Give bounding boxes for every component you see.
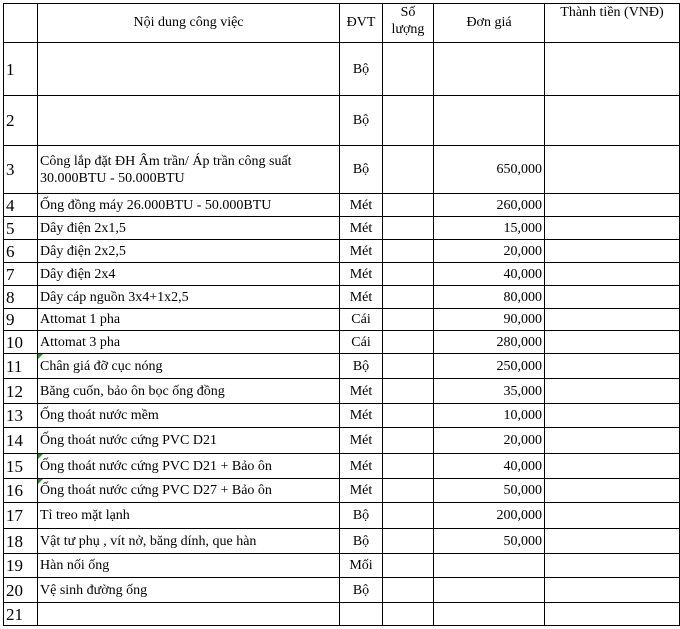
row-description[interactable] (38, 96, 340, 146)
row-unit-price-text: 40,000 (503, 458, 542, 474)
row-amount[interactable] (545, 146, 680, 194)
row-number[interactable] (4, 309, 38, 331)
row-unit[interactable] (340, 96, 383, 146)
row-description-text: Ống thoát nước cứng PVC D21 + Bảo ôn (40, 458, 272, 474)
row-number-text: 14 (6, 431, 23, 450)
header-quantity: Số lượng (383, 4, 434, 43)
row-unit-text: Cái (351, 312, 371, 327)
row-number-text: 18 (6, 531, 23, 551)
row-amount[interactable] (545, 331, 680, 354)
row-description[interactable] (38, 554, 340, 578)
row-description[interactable] (38, 404, 340, 428)
row-amount[interactable] (545, 217, 680, 240)
table-row (4, 217, 680, 240)
row-quantity[interactable] (383, 331, 434, 354)
row-quantity[interactable] (383, 503, 434, 529)
row-number[interactable] (4, 578, 38, 603)
row-quantity[interactable] (383, 603, 434, 626)
table-row (4, 263, 680, 286)
header-unit: ĐVT (340, 4, 383, 43)
row-description-text: Hàn nối ống (40, 558, 110, 573)
row-amount[interactable] (545, 286, 680, 309)
table-row (4, 194, 680, 217)
row-quantity[interactable] (383, 286, 434, 309)
row-description[interactable] (38, 379, 340, 404)
row-description[interactable] (38, 194, 340, 217)
row-unit[interactable] (340, 146, 383, 194)
row-number-text: 5 (6, 218, 15, 238)
price-table (3, 3, 680, 626)
row-number[interactable] (4, 286, 38, 309)
row-unit[interactable] (340, 240, 383, 263)
row-unit-price-text: 35,000 (503, 383, 542, 399)
row-description-text: Ống thoát nước cứng PVC D21 (40, 433, 217, 448)
row-description[interactable] (38, 529, 340, 554)
row-quantity[interactable] (383, 146, 434, 194)
row-description-text: Dây cáp nguồn 3x4+1x2,5 (40, 289, 189, 305)
header-unit-price: Đơn giá (434, 4, 545, 43)
row-amount[interactable] (545, 529, 680, 554)
row-quantity[interactable] (383, 428, 434, 454)
row-unit-text: Cái (351, 334, 371, 350)
row-unit[interactable] (340, 578, 383, 603)
row-number[interactable] (4, 240, 38, 263)
row-number-text: 1 (6, 59, 15, 79)
row-description-text: Công lắp đặt ĐH Âm trần/ Áp trần công suất 30.000BTU - 50.000BTU (40, 153, 292, 186)
row-quantity[interactable] (383, 43, 434, 96)
row-unit-price[interactable] (434, 404, 545, 428)
row-amount[interactable] (545, 404, 680, 428)
row-number-text: 19 (6, 556, 23, 575)
row-description[interactable] (38, 479, 340, 503)
row-unit-price[interactable] (434, 554, 545, 578)
table-row (4, 503, 680, 529)
row-unit-text: Mét (349, 289, 373, 305)
table-row (4, 578, 680, 603)
row-unit-text: Mét (349, 458, 373, 474)
row-description-text: Băng cuốn, bảo ôn bọc ống đồng (40, 383, 225, 399)
row-unit[interactable] (340, 379, 383, 404)
row-quantity[interactable] (383, 479, 434, 503)
row-number[interactable] (4, 379, 38, 404)
row-number-text: 10 (6, 332, 23, 352)
row-unit-price[interactable] (434, 217, 545, 240)
row-unit-price-text: 250,000 (496, 358, 542, 374)
row-unit-price-text: 15,000 (503, 220, 542, 236)
table-row (4, 240, 680, 263)
row-description[interactable] (38, 578, 340, 603)
comment-marker-icon (38, 454, 43, 459)
row-amount[interactable] (545, 428, 680, 454)
row-description[interactable] (38, 503, 340, 529)
row-unit-price[interactable] (434, 96, 545, 146)
row-number-text: 21 (6, 604, 23, 624)
row-amount[interactable] (545, 503, 680, 529)
row-unit-price[interactable] (434, 331, 545, 354)
row-quantity[interactable] (383, 529, 434, 554)
row-description-text: Ống đồng máy 26.000BTU - 50.000BTU (40, 197, 272, 213)
row-unit-price[interactable] (434, 529, 545, 554)
row-unit-price[interactable] (434, 263, 545, 286)
row-description[interactable] (38, 43, 340, 96)
row-number[interactable] (4, 217, 38, 240)
row-unit-text: Mét (349, 243, 373, 259)
row-unit-price[interactable] (434, 309, 545, 331)
row-description-text: Tỉ treo mặt lạnh (40, 508, 130, 523)
row-unit-price[interactable] (434, 454, 545, 479)
row-quantity[interactable] (383, 454, 434, 479)
row-unit-text: Bộ (352, 113, 370, 128)
table-row (4, 309, 680, 331)
row-unit-price-text: 20,000 (503, 243, 542, 259)
row-unit[interactable] (340, 603, 383, 626)
row-unit[interactable] (340, 404, 383, 428)
header-amount: Thành tiền (VNĐ) (545, 4, 680, 43)
row-description-text: Dây điện 2x4 (40, 266, 116, 282)
row-number-text: 4 (6, 195, 15, 215)
row-unit-price[interactable] (434, 354, 545, 379)
row-description-text: Dây điện 2x2,5 (40, 243, 126, 259)
row-number-text: 15 (6, 456, 23, 476)
row-unit-price[interactable] (434, 578, 545, 603)
row-description[interactable] (38, 217, 340, 240)
row-number[interactable] (4, 96, 38, 146)
row-description-text: Attomat 1 pha (40, 312, 121, 327)
row-amount[interactable] (545, 379, 680, 404)
table-row (4, 354, 680, 379)
row-description[interactable] (38, 240, 340, 263)
row-description[interactable] (38, 146, 340, 194)
row-unit-price-text: 90,000 (503, 312, 542, 327)
row-number-text: 17 (6, 506, 23, 525)
row-unit-text: Mét (349, 483, 373, 498)
row-quantity[interactable] (383, 194, 434, 217)
row-unit[interactable] (340, 194, 383, 217)
row-unit-price-text: 80,000 (503, 289, 542, 305)
row-unit-price-text: 40,000 (503, 266, 542, 282)
row-number-text: 16 (6, 481, 23, 500)
row-description[interactable] (38, 428, 340, 454)
row-unit[interactable] (340, 309, 383, 331)
row-number-text: 20 (6, 580, 23, 600)
row-unit-price[interactable] (434, 379, 545, 404)
row-number[interactable] (4, 354, 38, 379)
table-row (4, 554, 680, 578)
row-number-text: 2 (6, 111, 15, 130)
row-amount[interactable] (545, 603, 680, 626)
table-row (4, 404, 680, 428)
table-row (4, 43, 680, 96)
row-amount[interactable] (545, 309, 680, 331)
row-unit-price[interactable] (434, 428, 545, 454)
row-unit-text: Bộ (352, 358, 370, 374)
row-number-text: 8 (6, 287, 15, 307)
row-description[interactable] (38, 286, 340, 309)
comment-marker-icon (38, 354, 43, 359)
row-unit-price[interactable] (434, 286, 545, 309)
table-row (4, 428, 680, 454)
row-description-text: Vệ sinh đường ống (40, 582, 148, 598)
row-unit-text: Bộ (352, 582, 370, 598)
row-number-text: 3 (6, 160, 15, 179)
row-unit[interactable] (340, 454, 383, 479)
row-unit-price-text: 20,000 (503, 433, 542, 448)
row-unit[interactable] (340, 286, 383, 309)
table-row (4, 479, 680, 503)
row-unit-text: Mét (349, 383, 373, 399)
row-number[interactable] (4, 43, 38, 96)
row-unit-text: Mét (349, 408, 373, 423)
row-number[interactable] (4, 479, 38, 503)
row-unit[interactable] (340, 217, 383, 240)
row-unit-price[interactable] (434, 503, 545, 529)
header-no (4, 4, 38, 43)
row-description-text: Ống thoát nước cứng PVC D27 + Bảo ôn (40, 483, 272, 498)
table-body (4, 43, 680, 626)
table-row (4, 529, 680, 554)
row-quantity[interactable] (383, 309, 434, 331)
row-unit-text: Mối (349, 558, 373, 573)
row-amount[interactable] (545, 263, 680, 286)
row-number[interactable] (4, 263, 38, 286)
row-unit[interactable] (340, 503, 383, 529)
row-unit[interactable] (340, 43, 383, 96)
row-unit-text: Mét (349, 266, 373, 282)
row-number-text: 12 (6, 381, 23, 401)
row-number[interactable] (4, 503, 38, 529)
table-row (4, 146, 680, 194)
row-description-text: Dây điện 2x1,5 (40, 220, 126, 236)
row-unit-text: Bộ (352, 533, 370, 549)
row-unit-price-text: 10,000 (503, 408, 542, 423)
row-amount[interactable] (545, 578, 680, 603)
table-row (4, 331, 680, 354)
row-number-text: 7 (6, 264, 15, 284)
comment-marker-icon (38, 479, 43, 484)
row-quantity[interactable] (383, 578, 434, 603)
row-description-text: Attomat 3 pha (40, 334, 121, 350)
row-number-text: 13 (6, 406, 23, 425)
row-number-text: 9 (6, 310, 15, 329)
row-unit-price[interactable] (434, 479, 545, 503)
row-number[interactable] (4, 194, 38, 217)
row-description-text: Chân giá đỡ cục nóng (40, 358, 163, 374)
row-number[interactable] (4, 603, 38, 626)
row-description-text: Ống thoát nước mềm (40, 408, 159, 423)
row-number[interactable] (4, 428, 38, 454)
row-unit-text: Bộ (352, 508, 370, 523)
row-amount[interactable] (545, 43, 680, 96)
row-unit-price-text: 650,000 (496, 162, 542, 177)
row-unit-text: Bộ (352, 162, 370, 177)
row-description[interactable] (38, 603, 340, 626)
row-description[interactable] (38, 354, 340, 379)
row-amount[interactable] (545, 354, 680, 379)
row-unit[interactable] (340, 331, 383, 354)
row-unit-price-text: 50,000 (503, 533, 542, 549)
row-amount[interactable] (545, 479, 680, 503)
row-description[interactable] (38, 309, 340, 331)
row-amount[interactable] (545, 454, 680, 479)
row-number[interactable] (4, 146, 38, 194)
row-unit-price[interactable] (434, 240, 545, 263)
table-row (4, 379, 680, 404)
row-quantity[interactable] (383, 554, 434, 578)
row-description[interactable] (38, 263, 340, 286)
row-amount[interactable] (545, 96, 680, 146)
row-description-text: Vật tư phụ , vít nở, băng dính, que hàn (40, 533, 257, 549)
row-quantity[interactable] (383, 379, 434, 404)
table-row (4, 96, 680, 146)
row-amount[interactable] (545, 554, 680, 578)
row-number[interactable] (4, 529, 38, 554)
row-unit-text: Mét (349, 197, 373, 213)
row-unit[interactable] (340, 263, 383, 286)
header-description: Nội dung công việc (38, 4, 340, 43)
row-description[interactable] (38, 454, 340, 479)
row-number[interactable] (4, 404, 38, 428)
row-unit-text: Mét (349, 220, 373, 236)
row-number[interactable] (4, 331, 38, 354)
row-amount[interactable] (545, 194, 680, 217)
table-row (4, 286, 680, 309)
row-quantity[interactable] (383, 354, 434, 379)
row-unit[interactable] (340, 529, 383, 554)
row-amount[interactable] (545, 240, 680, 263)
row-description[interactable] (38, 331, 340, 354)
row-unit[interactable] (340, 479, 383, 503)
row-unit-price-text: 200,000 (496, 508, 542, 523)
row-unit-price-text: 280,000 (496, 334, 542, 350)
row-quantity[interactable] (383, 217, 434, 240)
row-number-text: 6 (6, 241, 15, 261)
header-row (4, 4, 680, 43)
row-quantity[interactable] (383, 240, 434, 263)
row-quantity[interactable] (383, 404, 434, 428)
row-unit-price[interactable] (434, 603, 545, 626)
row-number-text: 11 (6, 356, 23, 376)
table-row (4, 454, 680, 479)
row-unit-text: Mét (349, 433, 373, 448)
row-unit-price[interactable] (434, 194, 545, 217)
row-unit[interactable] (340, 554, 383, 578)
row-unit-price-text: 50,000 (503, 483, 542, 498)
row-unit-price-text: 260,000 (496, 197, 542, 213)
row-number[interactable] (4, 454, 38, 479)
row-unit[interactable] (340, 354, 383, 379)
row-number[interactable] (4, 554, 38, 578)
row-unit-price[interactable] (434, 146, 545, 194)
row-unit-text: Bộ (352, 61, 370, 77)
table-row (4, 603, 680, 626)
row-unit-price[interactable] (434, 43, 545, 96)
row-unit[interactable] (340, 428, 383, 454)
row-quantity[interactable] (383, 263, 434, 286)
row-quantity[interactable] (383, 96, 434, 146)
